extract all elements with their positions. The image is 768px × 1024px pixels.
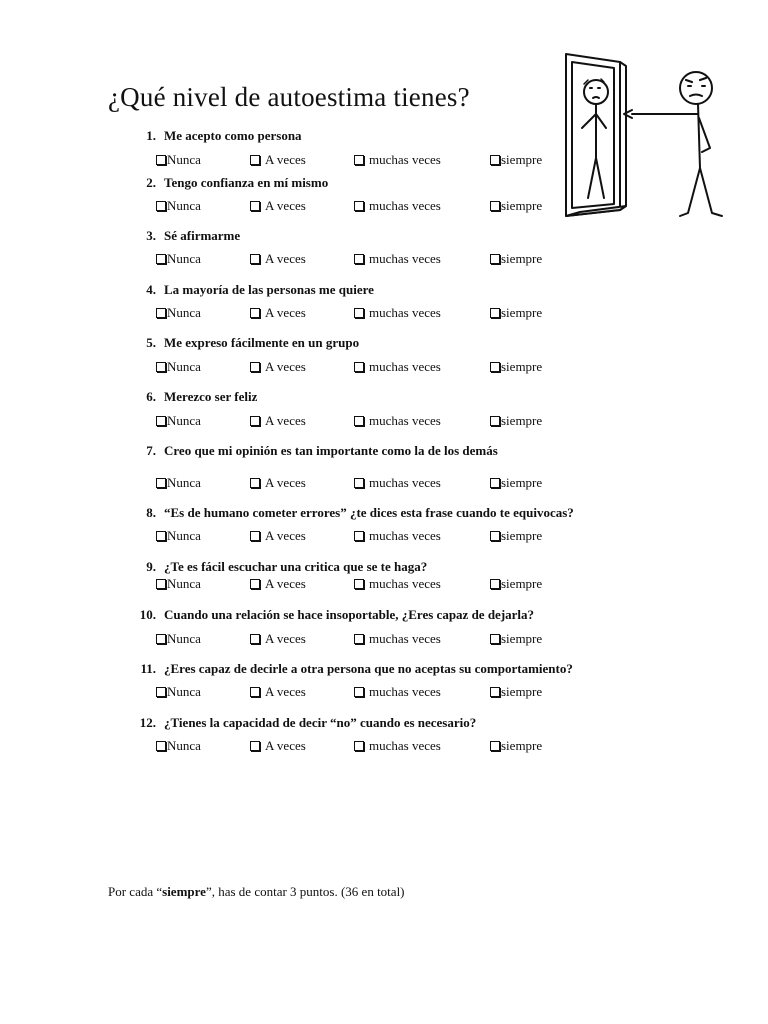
checkbox-icon[interactable] [156,741,166,751]
answer-options [156,305,636,321]
option-nunca[interactable]: Nunca [156,305,201,321]
checkbox-icon[interactable] [250,531,260,541]
option-muchas-veces[interactable]: muchas veces [354,359,441,375]
option-nunca[interactable]: Nunca [156,684,201,700]
answer-options [156,738,636,754]
checkbox-icon[interactable] [250,155,260,165]
answer-options [156,152,636,168]
checkbox-icon[interactable] [490,579,500,589]
option-siempre[interactable]: siempre [490,359,542,375]
answer-options [156,359,636,375]
question-item [132,505,652,543]
option-nunca[interactable]: Nunca [156,198,201,214]
question-number: 6. [146,389,156,404]
question-number: 1. [146,128,156,143]
question-number: 5. [146,335,156,350]
question-number: 7. [146,443,156,458]
option-a-veces[interactable]: A veces [250,359,306,375]
question-number: 2. [146,175,156,190]
option-nunca[interactable]: Nunca [156,528,201,544]
question-text: Me expreso fácilmente en un grupo [164,335,360,350]
answer-options [156,528,636,544]
option-muchas-veces[interactable]: muchas veces [354,528,441,544]
question-text: “Es de humano cometer errores” ¿te dices esta frase cuando te equivocas? [164,505,574,520]
question-number: 4. [146,282,156,297]
question-text: ¿Eres capaz de decirle a otra persona que no aceptas su comportamiento? [164,661,573,676]
question-number: 12. [139,715,156,730]
checkbox-icon[interactable] [156,579,166,589]
option-muchas-veces[interactable]: muchas veces [354,251,441,267]
question-item [132,175,652,213]
checkbox-icon[interactable] [490,308,500,318]
option-nunca[interactable]: Nunca [156,359,201,375]
checkbox-icon[interactable] [490,201,500,211]
checkbox-icon[interactable] [490,741,500,751]
option-siempre[interactable]: siempre [490,528,542,544]
checkbox-icon[interactable] [490,634,500,644]
scoring-note: Por cada “siempre”, has de contar 3 puntos. (36 en total) [108,884,405,899]
answer-options [156,198,636,214]
checkbox-icon[interactable] [250,362,260,372]
checkbox-icon[interactable] [490,478,500,488]
answer-options [156,631,636,647]
option-nunca[interactable]: Nunca [156,413,201,429]
option-siempre[interactable]: siempre [490,305,542,321]
checkbox-icon[interactable] [156,634,166,644]
question-text: Tengo confianza en mí mismo [164,175,329,190]
checkbox-icon[interactable] [250,634,260,644]
checkbox-icon[interactable] [156,254,166,264]
option-siempre[interactable]: siempre [490,475,542,491]
question-text: Creo que mi opinión es tan importante como la de los demás [164,443,498,458]
checkbox-icon[interactable] [490,155,500,165]
option-muchas-veces[interactable]: muchas veces [354,198,441,214]
option-a-veces[interactable]: A veces [250,738,306,754]
question-item [132,335,652,374]
checkbox-icon[interactable] [354,634,364,644]
checkbox-icon[interactable] [354,308,364,318]
question-text: Cuando una relación se hace insoportable, ¿Eres capaz de dejarla? [164,607,535,622]
option-siempre[interactable]: siempre [490,684,542,700]
question-number: 3. [146,228,156,243]
option-nunca[interactable]: Nunca [156,152,201,168]
option-siempre[interactable]: siempre [490,152,542,168]
question-text: La mayoría de las personas me quiere [164,282,374,297]
question-text: Merezco ser feliz [164,389,258,404]
question-item [132,559,652,591]
question-item [132,661,652,699]
question-number: 11. [140,661,156,676]
checkbox-icon[interactable] [156,531,166,541]
option-a-veces[interactable]: A veces [250,251,306,267]
checkbox-icon[interactable] [490,416,500,426]
option-a-veces[interactable]: A veces [250,198,306,214]
checkbox-icon[interactable] [156,687,166,697]
option-a-veces[interactable]: A veces [250,152,306,168]
option-muchas-veces[interactable]: muchas veces [354,413,441,429]
question-item [132,389,652,428]
page-title: ¿Qué nivel de autoestima tienes? [108,82,470,112]
answer-options [156,251,636,267]
checkbox-icon[interactable] [354,579,364,589]
option-muchas-veces[interactable]: muchas veces [354,152,441,168]
scoring-keyword: siempre [162,884,206,899]
checkbox-icon[interactable] [354,687,364,697]
question-item [132,607,652,646]
option-nunca[interactable]: Nunca [156,475,201,491]
checkbox-icon[interactable] [156,201,166,211]
option-muchas-veces[interactable]: muchas veces [354,305,441,321]
option-muchas-veces[interactable]: muchas veces [354,684,441,700]
option-nunca[interactable]: Nunca [156,631,201,647]
option-siempre[interactable]: siempre [490,576,542,592]
option-nunca[interactable]: Nunca [156,251,201,267]
question-item [132,282,652,320]
answer-options [156,576,636,592]
answer-options [156,413,636,429]
question-text: Me acepto como persona [164,128,302,143]
option-a-veces[interactable]: A veces [250,475,306,491]
option-muchas-veces[interactable]: muchas veces [354,738,441,754]
question-item [132,715,652,753]
option-a-veces[interactable]: A veces [250,413,306,429]
checkbox-icon[interactable] [250,741,260,751]
checkbox-icon[interactable] [354,416,364,426]
option-siempre[interactable]: siempre [490,251,542,267]
option-siempre[interactable]: siempre [490,413,542,429]
checkbox-icon[interactable] [354,362,364,372]
checkbox-icon[interactable] [156,362,166,372]
checkbox-icon[interactable] [354,201,364,211]
question-item [132,128,652,167]
checkbox-icon[interactable] [250,416,260,426]
checkbox-icon[interactable] [250,308,260,318]
checkbox-icon[interactable] [354,254,364,264]
option-muchas-veces[interactable]: muchas veces [354,631,441,647]
question-number: 9. [146,559,156,574]
option-muchas-veces[interactable]: muchas veces [354,475,441,491]
checkbox-icon[interactable] [156,416,166,426]
checkbox-icon[interactable] [354,155,364,165]
option-a-veces[interactable]: A veces [250,684,306,700]
checkbox-icon[interactable] [250,254,260,264]
option-a-veces[interactable]: A veces [250,631,306,647]
option-siempre[interactable]: siempre [490,198,542,214]
question-text: ¿Te es fácil escuchar una critica que se te haga? [164,559,428,574]
checkbox-icon[interactable] [354,478,364,488]
checkbox-icon[interactable] [250,201,260,211]
checkbox-icon[interactable] [354,531,364,541]
option-nunca[interactable]: Nunca [156,738,201,754]
option-muchas-veces[interactable]: muchas veces [354,576,441,592]
question-number: 10. [139,607,156,622]
checkbox-icon[interactable] [490,687,500,697]
option-a-veces[interactable]: A veces [250,528,306,544]
checkbox-icon[interactable] [490,362,500,372]
option-siempre[interactable]: siempre [490,631,542,647]
checkbox-icon[interactable] [490,254,500,264]
option-nunca[interactable]: Nunca [156,576,201,592]
option-a-veces[interactable]: A veces [250,576,306,592]
checkbox-icon[interactable] [250,687,260,697]
checkbox-icon[interactable] [354,741,364,751]
checkbox-icon[interactable] [156,308,166,318]
question-text: ¿Tienes la capacidad de decir “no” cuando es necesario? [164,715,477,730]
question-number: 8. [146,505,156,520]
answer-options [156,684,636,700]
question-item [132,228,652,266]
question-item [132,443,652,490]
answer-options [156,475,636,491]
checkbox-icon[interactable] [250,579,260,589]
checkbox-icon[interactable] [250,478,260,488]
checkbox-icon[interactable] [156,478,166,488]
option-a-veces[interactable]: A veces [250,305,306,321]
option-siempre[interactable]: siempre [490,738,542,754]
question-text: Sé afirmarme [164,228,241,243]
checkbox-icon[interactable] [490,531,500,541]
checkbox-icon[interactable] [156,155,166,165]
